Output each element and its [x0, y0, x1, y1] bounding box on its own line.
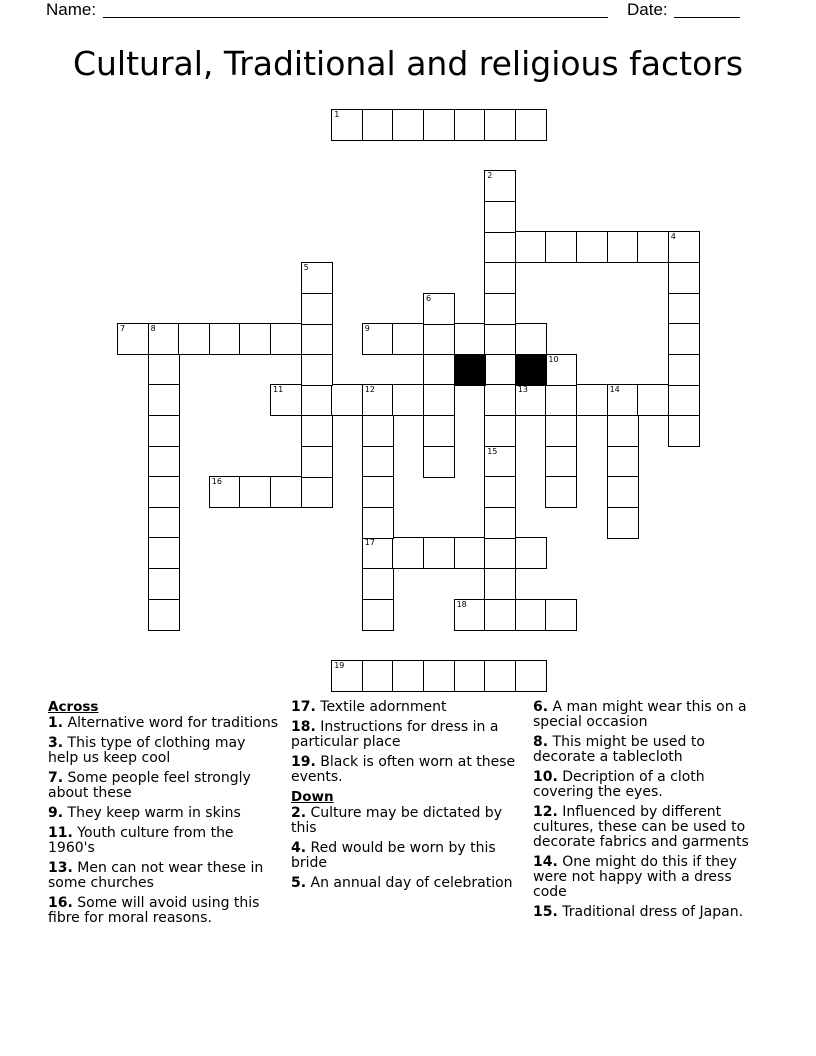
date-label: Date:: [627, 0, 668, 19]
name-field[interactable]: [103, 17, 608, 18]
clue-text: Men can not wear these in some churches: [48, 860, 264, 891]
grid-cell[interactable]: [301, 293, 333, 325]
grid-cell[interactable]: [576, 384, 608, 416]
grid-cell[interactable]: [545, 415, 577, 447]
grid-cell[interactable]: [301, 415, 333, 447]
grid-cell[interactable]: [148, 384, 180, 416]
grid-cell[interactable]: [423, 354, 455, 386]
grid-cell[interactable]: [515, 384, 547, 416]
clue-number-label: 12: [364, 385, 375, 395]
clue-text: One might do this if they were not happy with a dress code: [533, 854, 737, 900]
grid-cell[interactable]: [423, 660, 455, 692]
clue-number: 17.: [291, 699, 316, 715]
clue-text: They keep warm in skins: [67, 805, 241, 821]
grid-cell[interactable]: [607, 231, 639, 263]
grid-cell[interactable]: [362, 537, 394, 569]
clue-number: 7.: [48, 770, 64, 786]
grid-cell[interactable]: [392, 537, 424, 569]
grid-cell[interactable]: [484, 231, 516, 263]
clue-across-9: [48, 806, 280, 821]
clue-across-3: [48, 736, 280, 766]
clue-number: 15.: [533, 904, 558, 920]
grid-cell[interactable]: [301, 262, 333, 294]
grid-cell[interactable]: [423, 415, 455, 447]
clue-text: This type of clothing may help us keep cool: [48, 735, 246, 766]
grid-cell[interactable]: [545, 231, 577, 263]
clue-number: 8.: [533, 734, 549, 750]
clue-number-label: 13: [517, 385, 528, 395]
clue-down-5: [291, 876, 523, 891]
clue-text: This might be used to decorate a tablecloth: [533, 734, 705, 765]
clue-text: Textile adornment: [320, 699, 447, 715]
grid-cell[interactable]: [454, 537, 486, 569]
clue-text: Youth culture from the 1960's: [48, 825, 234, 856]
clue-number-label: 4: [670, 232, 676, 242]
grid-cell[interactable]: [545, 476, 577, 508]
clue-number: 12.: [533, 804, 558, 820]
clue-across-17: [291, 700, 523, 715]
clue-number-label: 17: [364, 538, 375, 548]
grid-cell[interactable]: [484, 170, 516, 202]
grid-cell[interactable]: [454, 109, 486, 141]
grid-cell[interactable]: [545, 446, 577, 478]
grid-cell[interactable]: [148, 599, 180, 631]
grid-cell[interactable]: [301, 384, 333, 416]
grid-cell[interactable]: [515, 231, 547, 263]
clue-text: Instructions for dress in a particular place: [291, 719, 499, 750]
clue-text: Some people feel strongly about these: [48, 770, 251, 801]
grid-cell[interactable]: [392, 323, 424, 355]
grid-cell[interactable]: [484, 446, 516, 478]
clue-number: 16.: [48, 895, 73, 911]
grid-cell[interactable]: [423, 293, 455, 325]
grid-cell[interactable]: [607, 507, 639, 539]
grid-cell[interactable]: [148, 323, 180, 355]
grid-cell[interactable]: [362, 568, 394, 600]
clue-text: Alternative word for traditions: [67, 715, 279, 731]
clue-across-18: [291, 720, 523, 750]
clue-across-11: [48, 826, 280, 856]
clue-number: 18.: [291, 719, 316, 735]
grid-cell[interactable]: [362, 109, 394, 141]
clue-down-10: [533, 770, 765, 800]
grid-cell[interactable]: [637, 231, 669, 263]
grid-cell[interactable]: [607, 476, 639, 508]
clue-number-label: 6: [426, 293, 432, 303]
clue-number-label: 5: [303, 263, 309, 272]
grid-cell[interactable]: [362, 384, 394, 416]
date-field[interactable]: [674, 17, 740, 18]
grid-cell[interactable]: [484, 354, 516, 386]
grid-cell[interactable]: [362, 660, 394, 692]
grid-cell[interactable]: [117, 323, 149, 355]
grid-cell[interactable]: [454, 599, 486, 631]
grid-cell[interactable]: [362, 476, 394, 508]
grid-cell[interactable]: [484, 415, 516, 447]
clue-number-label: 11: [273, 385, 284, 395]
grid-cell[interactable]: [607, 415, 639, 447]
grid-cell[interactable]: [392, 660, 424, 692]
clue-number-label: 7: [120, 324, 126, 334]
grid-cell[interactable]: [301, 354, 333, 386]
clue-across-13: [48, 861, 280, 891]
grid-cell[interactable]: [576, 231, 608, 263]
grid-cell[interactable]: [423, 384, 455, 416]
grid-cell[interactable]: [515, 537, 547, 569]
grid-cell[interactable]: [668, 415, 700, 447]
clue-text: Decription of a cloth covering the eyes.: [533, 769, 705, 800]
clue-number: 3.: [48, 735, 64, 751]
clue-across-1: [48, 716, 280, 731]
clue-number-label: 15: [487, 446, 498, 456]
clue-number: 19.: [291, 754, 316, 770]
clue-text: Black is often worn at these events.: [291, 754, 516, 785]
clue-number: 9.: [48, 805, 64, 821]
clue-across-7: [48, 771, 280, 801]
clue-number-label: 1: [334, 110, 340, 119]
grid-cell[interactable]: [362, 446, 394, 478]
clue-number: 14.: [533, 854, 558, 870]
grid-cell[interactable]: [148, 476, 180, 508]
grid-cell[interactable]: [545, 599, 577, 631]
clue-number-label: 19: [334, 660, 345, 670]
grid-cell[interactable]: [484, 384, 516, 416]
grid-cell[interactable]: [148, 568, 180, 600]
grid-cell[interactable]: [484, 201, 516, 233]
grid-block: [454, 354, 486, 386]
grid-cell[interactable]: [484, 323, 516, 355]
grid-cell[interactable]: [545, 354, 577, 386]
grid-cell[interactable]: [545, 384, 577, 416]
grid-cell[interactable]: [331, 384, 363, 416]
header: [0, 0, 816, 22]
clue-down-15: [533, 905, 765, 920]
clue-down-2: [291, 806, 523, 836]
grid-cell[interactable]: [484, 599, 516, 631]
grid-cell[interactable]: [607, 446, 639, 478]
clue-down-6: [533, 700, 765, 730]
grid-cell[interactable]: [423, 537, 455, 569]
clue-number-label: 14: [609, 385, 620, 395]
grid-cell[interactable]: [423, 109, 455, 141]
grid-cell[interactable]: [301, 476, 333, 508]
clues-column-1: [48, 700, 280, 931]
clue-down-14: [533, 855, 765, 900]
grid-cell[interactable]: [178, 323, 210, 355]
clue-number: 4.: [291, 840, 307, 856]
clue-number-label: 8: [150, 324, 156, 334]
grid-cell[interactable]: [362, 507, 394, 539]
clue-number: 1.: [48, 715, 64, 731]
grid-cell[interactable]: [362, 323, 394, 355]
grid-cell[interactable]: [148, 446, 180, 478]
clue-number: 10.: [533, 769, 558, 785]
grid-cell[interactable]: [668, 384, 700, 416]
grid-cell[interactable]: [515, 323, 547, 355]
grid-cell[interactable]: [607, 384, 639, 416]
clue-number-label: 16: [211, 477, 222, 487]
clue-text: Influenced by different cultures, these can be used to decorate fabrics and garments: [533, 804, 749, 850]
clue-text: Red would be worn by this bride: [291, 840, 496, 871]
grid-cell[interactable]: [515, 109, 547, 141]
grid-cell[interactable]: [270, 323, 302, 355]
grid-cell[interactable]: [209, 323, 241, 355]
grid-cell[interactable]: [668, 262, 700, 294]
grid-cell[interactable]: [515, 599, 547, 631]
clue-number-label: 18: [456, 599, 467, 609]
grid-cell[interactable]: [484, 262, 516, 294]
grid-cell[interactable]: [270, 476, 302, 508]
grid-cell[interactable]: [301, 446, 333, 478]
grid-cell[interactable]: [484, 507, 516, 539]
clue-text: An annual day of celebration: [310, 875, 513, 891]
grid-cell[interactable]: [484, 537, 516, 569]
grid-cell[interactable]: [148, 354, 180, 386]
clue-number: 11.: [48, 825, 73, 841]
clue-text: Traditional dress of Japan.: [562, 904, 744, 920]
grid-cell[interactable]: [668, 323, 700, 355]
clue-down-12: [533, 805, 765, 850]
grid-cell[interactable]: [148, 415, 180, 447]
clue-text: Some will avoid using this fibre for moral reasons.: [48, 895, 260, 926]
grid-cell[interactable]: [270, 384, 302, 416]
down-heading: Down: [291, 789, 334, 805]
grid-cell[interactable]: [484, 476, 516, 508]
grid-cell[interactable]: [239, 323, 271, 355]
clue-down-8: [533, 735, 765, 765]
clue-number-label: 10: [548, 354, 559, 364]
grid-cell[interactable]: [668, 231, 700, 263]
grid-cell[interactable]: [239, 476, 271, 508]
grid-cell[interactable]: [331, 109, 363, 141]
clue-number-label: 2: [487, 171, 493, 181]
grid-cell[interactable]: [637, 384, 669, 416]
grid-block: [515, 354, 547, 386]
clue-text: A man might wear this on a special occasion: [533, 699, 747, 730]
clue-number: 6.: [533, 699, 549, 715]
name-label: Name:: [46, 0, 97, 19]
grid-cell[interactable]: [668, 293, 700, 325]
grid-cell[interactable]: [148, 537, 180, 569]
grid-cell[interactable]: [301, 323, 333, 355]
clue-number: 2.: [291, 805, 307, 821]
clue-across-16: [48, 896, 280, 926]
clue-number: 13.: [48, 860, 73, 876]
grid-cell[interactable]: [484, 293, 516, 325]
clue-number: 5.: [291, 875, 307, 891]
clue-text: Culture may be dictated by this: [291, 805, 502, 836]
grid-cell[interactable]: [362, 415, 394, 447]
grid-cell[interactable]: [454, 660, 486, 692]
grid-cell[interactable]: [484, 109, 516, 141]
grid-cell[interactable]: [423, 446, 455, 478]
clue-down-4: [291, 841, 523, 871]
grid-cell[interactable]: [484, 660, 516, 692]
clues-column-3: [533, 700, 765, 925]
clue-number-label: 9: [364, 324, 370, 334]
across-heading: Across: [48, 699, 99, 715]
page-title: Cultural, Traditional and religious factors: [72, 44, 744, 83]
grid-cell[interactable]: [454, 323, 486, 355]
clues-column-2: [291, 700, 523, 896]
grid-cell[interactable]: [484, 568, 516, 600]
grid-cell[interactable]: [515, 660, 547, 692]
grid-cell[interactable]: [392, 384, 424, 416]
grid-cell[interactable]: [392, 109, 424, 141]
grid-cell[interactable]: [209, 476, 241, 508]
grid-cell[interactable]: [362, 599, 394, 631]
grid-cell[interactable]: [331, 660, 363, 692]
grid-cell[interactable]: [148, 507, 180, 539]
clue-across-19: [291, 755, 523, 785]
grid-cell[interactable]: [668, 354, 700, 386]
grid-cell[interactable]: [423, 323, 455, 355]
